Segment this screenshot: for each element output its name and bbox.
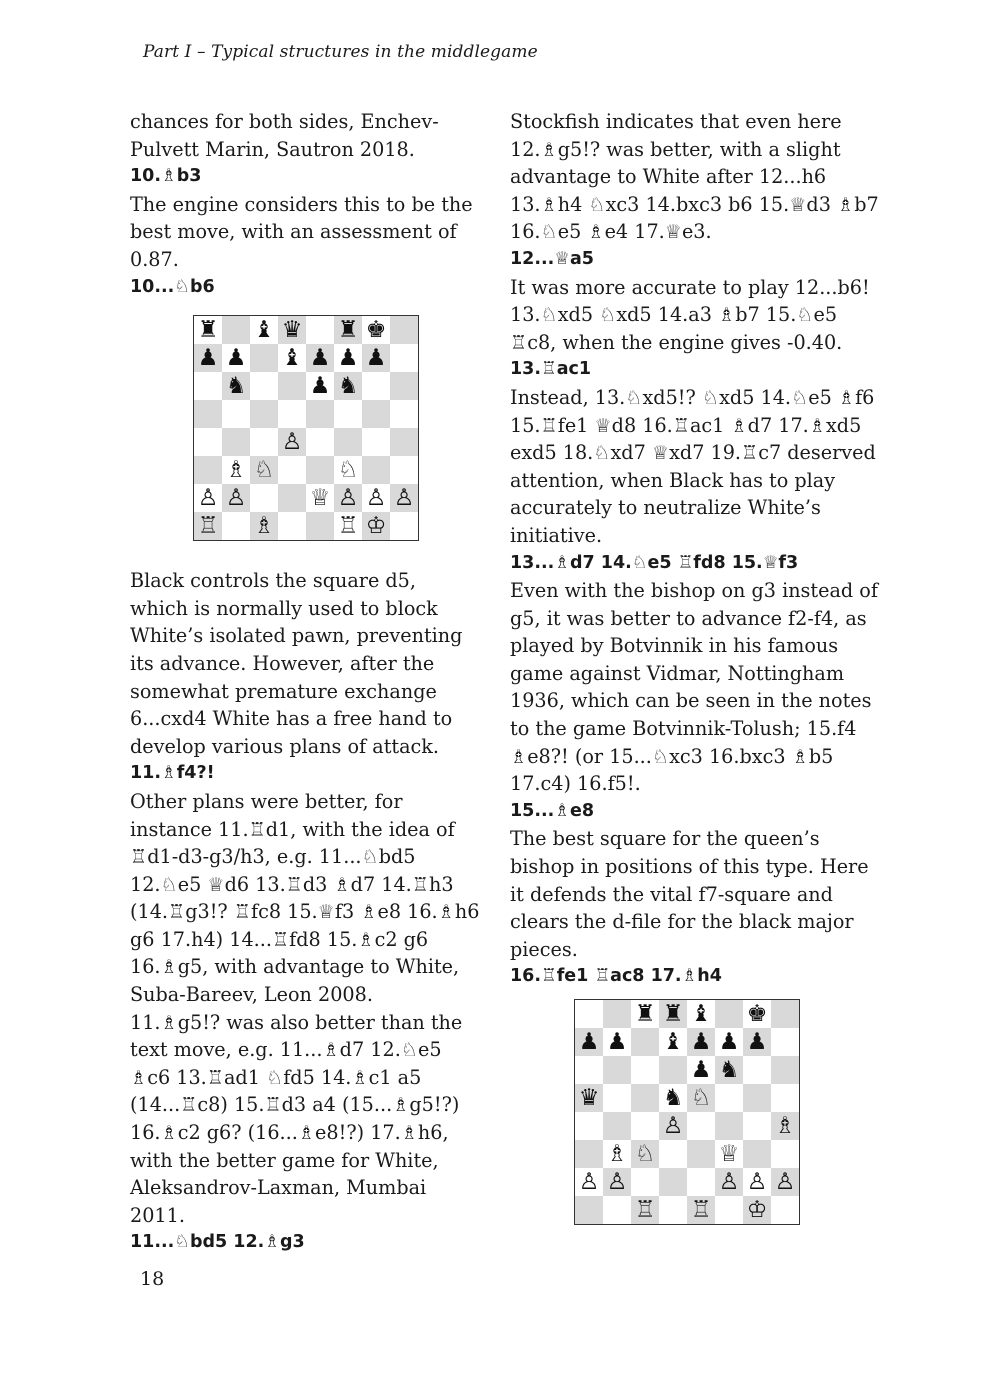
black-rook-f8: ♜	[334, 316, 362, 344]
black-knight-f6: ♞	[715, 1056, 743, 1084]
square-b8	[222, 316, 250, 344]
white-pawn-f2: ♙	[334, 484, 362, 512]
white-knight-f3: ♘	[334, 456, 362, 484]
paragraph: Black controls the square d5, which is normally used to block White’s isolated pawn, preventing its advance. However, after the somewhat premature exchange 6...cxd4 White has a free hand to develop various plans of attack.	[130, 569, 463, 758]
square-h5	[390, 400, 418, 428]
square-h7	[390, 344, 418, 372]
black-pawn-a7: ♟	[575, 1028, 603, 1056]
white-rook-c1: ♖	[631, 1196, 659, 1224]
left-column	[130, 108, 480, 1257]
white-pawn-a2: ♙	[194, 484, 222, 512]
square-a6	[194, 372, 222, 400]
black-knight-b6: ♞	[222, 372, 250, 400]
black-bishop-d7: ♝	[659, 1028, 687, 1056]
square-c6	[631, 1056, 659, 1084]
page-number: 18	[140, 1268, 165, 1290]
paragraph: Instead, 13.♘xd5!? ♘xd5 14.♘e5 ♗f6 15.♖fe1 ♕d8 16.♖ac1 ♗d7 17.♗xd5 exd5 18.♘xd7 ♕xd7 19.♖c7 deserved attention, when Black has to play accurately to neutralize White’s initiative.	[510, 385, 876, 547]
square-d1	[659, 1196, 687, 1224]
white-bishop-h4: ♗	[771, 1112, 799, 1140]
black-pawn-e6: ♟	[687, 1056, 715, 1084]
paragraph: chances for both sides, Enchev-Pulvett Marin, Sautron 2018.	[130, 110, 439, 161]
square-a6	[575, 1056, 603, 1084]
square-e2	[687, 1168, 715, 1196]
black-bishop-d7: ♝	[278, 344, 306, 372]
white-pawn-h2: ♙	[771, 1168, 799, 1196]
paragraph: Other plans were better, for instance 11.♖d1, with the idea of ♖d1-d3-g3/h3, e.g. 11...♘bd5 12.♘e5 ♕d6 13.♖d3 ♗d7 14.♖h3 (14.♖g3!? ♖fc8 15.♕f3 ♗e8 16.♗h6 g6 17.h4) 14...♖fd8 15.♗c2 g6 16.♗g5, with advantage to White, Suba-Bareev, Leon 2008.	[130, 789, 480, 1007]
white-king-g1: ♔	[362, 512, 390, 540]
square-g6	[743, 1056, 771, 1084]
white-bishop-b3: ♗	[222, 456, 250, 484]
white-pawn-d4: ♙	[278, 428, 306, 456]
black-bishop-c8: ♝	[250, 316, 278, 344]
square-h4	[390, 428, 418, 456]
black-pawn-b7: ♟	[603, 1028, 631, 1056]
black-pawn-g7: ♟	[743, 1028, 771, 1056]
square-d2	[659, 1168, 687, 1196]
square-b5	[603, 1084, 631, 1112]
square-b5	[222, 400, 250, 428]
white-pawn-h2: ♙	[390, 484, 418, 512]
square-b4	[603, 1112, 631, 1140]
square-e3	[306, 456, 334, 484]
square-g4	[743, 1112, 771, 1140]
white-queen-f3: ♕	[715, 1140, 743, 1168]
white-pawn-a2: ♙	[575, 1168, 603, 1196]
black-queen-d8: ♛	[278, 316, 306, 344]
square-e4	[687, 1112, 715, 1140]
white-pawn-g2: ♙	[743, 1168, 771, 1196]
square-f4	[715, 1112, 743, 1140]
square-c4	[250, 428, 278, 456]
black-pawn-g7: ♟	[362, 344, 390, 372]
white-rook-f1: ♖	[334, 512, 362, 540]
square-a4	[194, 428, 222, 456]
paragraph: It was more accurate to play 12...b6! 13.♘xd5 ♘xd5 14.a3 ♗b7 15.♘e5 ♖c8, when the engine gives -0.40.	[510, 275, 870, 354]
chess-diagram	[193, 315, 419, 541]
square-c2	[631, 1168, 659, 1196]
move-heading: 10...♘b6	[130, 276, 215, 297]
square-e3	[687, 1140, 715, 1168]
white-knight-c3: ♘	[250, 456, 278, 484]
square-g5	[362, 400, 390, 428]
white-king-g1: ♔	[743, 1196, 771, 1224]
square-h7	[771, 1028, 799, 1056]
square-d6	[659, 1056, 687, 1084]
square-a3	[575, 1140, 603, 1168]
square-e4	[306, 428, 334, 456]
paragraph: The best square for the queen’s bishop in positions of this type. Here it defends the vital f7-square and clears the d-file for the black major pieces.	[510, 827, 869, 961]
black-rook-d8: ♜	[659, 1000, 687, 1028]
black-pawn-f7: ♟	[715, 1028, 743, 1056]
square-h3	[771, 1140, 799, 1168]
running-header: Part I – Typical structures in the middlegame	[143, 42, 538, 62]
paragraph: Stockfish indicates that even here 12.♗g5!? was better, with a slight advantage to White after 12...h6 13.♗h4 ♘xc3 14.bxc3 b6 15.♕d3 ♗b7 16.♘e5 ♗e4 17.♕e3.	[510, 110, 879, 244]
square-c7	[250, 344, 278, 372]
black-pawn-f7: ♟	[334, 344, 362, 372]
black-king-g8: ♚	[743, 1000, 771, 1028]
square-d5	[278, 400, 306, 428]
square-g5	[743, 1084, 771, 1112]
square-c7	[631, 1028, 659, 1056]
square-b4	[222, 428, 250, 456]
white-pawn-d4: ♙	[659, 1112, 687, 1140]
black-knight-f6: ♞	[334, 372, 362, 400]
square-f1	[715, 1196, 743, 1224]
black-rook-a8: ♜	[194, 316, 222, 344]
square-b8	[603, 1000, 631, 1028]
square-h6	[771, 1056, 799, 1084]
square-f4	[334, 428, 362, 456]
square-c5	[631, 1084, 659, 1112]
square-a3	[194, 456, 222, 484]
move-heading: 11...♘bd5 12.♗g3	[130, 1232, 305, 1253]
square-a1	[575, 1196, 603, 1224]
black-pawn-e6: ♟	[306, 372, 334, 400]
square-f5	[715, 1084, 743, 1112]
square-b1	[603, 1196, 631, 1224]
square-h3	[390, 456, 418, 484]
square-d2	[278, 484, 306, 512]
move-heading: 13...♗d7 14.♘e5 ♖fd8 15.♕f3	[510, 552, 799, 573]
black-pawn-a7: ♟	[194, 344, 222, 372]
black-bishop-e8: ♝	[687, 1000, 715, 1028]
white-knight-c3: ♘	[631, 1140, 659, 1168]
square-h8	[390, 316, 418, 344]
square-d1	[278, 512, 306, 540]
move-heading: 16.♖fe1 ♖ac8 17.♗h4	[510, 966, 722, 987]
paragraph: 11.♗g5!? was also better than the text move, e.g. 11...♗d7 12.♘e5 ♗c6 13.♖ad1 ♘fd5 14.♗c1 a5 (14...♖c8) 15.♖d3 a4 (15...♗g5!?) 16.♗c2 g6? (16...♗e8!?) 17.♗h6, with the better game for White, Aleksandrov-Laxman, Mumbai 2011.	[130, 1010, 463, 1227]
square-e5	[306, 400, 334, 428]
square-e1	[306, 512, 334, 540]
move-heading: 10.♗b3	[130, 166, 202, 187]
paragraph: Even with the bishop on g3 instead of g5, it was better to advance f2-f4, as played by Botvinnik in his famous game against Vidmar, Nottingham 1936, which can be seen in the notes to the game Botvinnik-Tolush; 15.f4 ♗e8?! (or 15...♘xc3 16.bxc3 ♗b5 17.c4) 16.f5!.	[510, 579, 878, 796]
black-queen-a5: ♛	[575, 1084, 603, 1112]
square-d3	[278, 456, 306, 484]
black-pawn-e7: ♟	[306, 344, 334, 372]
move-heading: 13.♖ac1	[510, 359, 592, 380]
square-c4	[631, 1112, 659, 1140]
square-b1	[222, 512, 250, 540]
black-king-g8: ♚	[362, 316, 390, 344]
square-b6	[603, 1056, 631, 1084]
square-g3	[743, 1140, 771, 1168]
square-h1	[390, 512, 418, 540]
black-rook-c8: ♜	[631, 1000, 659, 1028]
white-rook-e1: ♖	[687, 1196, 715, 1224]
move-heading: 15...♗e8	[510, 800, 595, 821]
square-g3	[362, 456, 390, 484]
square-a8	[575, 1000, 603, 1028]
white-bishop-c1: ♗	[250, 512, 278, 540]
white-pawn-f2: ♙	[715, 1168, 743, 1196]
white-pawn-g2: ♙	[362, 484, 390, 512]
white-pawn-b2: ♙	[222, 484, 250, 512]
white-bishop-b3: ♗	[603, 1140, 631, 1168]
square-a5	[194, 400, 222, 428]
square-a4	[575, 1112, 603, 1140]
square-f5	[334, 400, 362, 428]
square-f8	[715, 1000, 743, 1028]
square-g4	[362, 428, 390, 456]
white-knight-e5: ♘	[687, 1084, 715, 1112]
chess-diagram	[574, 999, 800, 1225]
square-h1	[771, 1196, 799, 1224]
black-knight-d5: ♞	[659, 1084, 687, 1112]
right-column	[510, 108, 882, 1225]
paragraph: The engine considers this to be the best move, with an assessment of 0.87.	[130, 192, 473, 271]
square-e8	[306, 316, 334, 344]
move-heading: 12...♕a5	[510, 248, 594, 269]
square-d6	[278, 372, 306, 400]
square-g6	[362, 372, 390, 400]
white-queen-e2: ♕	[306, 484, 334, 512]
square-c5	[250, 400, 278, 428]
square-c6	[250, 372, 278, 400]
move-heading: 11.♗f4?!	[130, 763, 215, 784]
square-c2	[250, 484, 278, 512]
black-pawn-e7: ♟	[687, 1028, 715, 1056]
square-h6	[390, 372, 418, 400]
white-rook-a1: ♖	[194, 512, 222, 540]
square-h8	[771, 1000, 799, 1028]
square-h5	[771, 1084, 799, 1112]
square-d3	[659, 1140, 687, 1168]
black-pawn-b7: ♟	[222, 344, 250, 372]
white-pawn-b2: ♙	[603, 1168, 631, 1196]
